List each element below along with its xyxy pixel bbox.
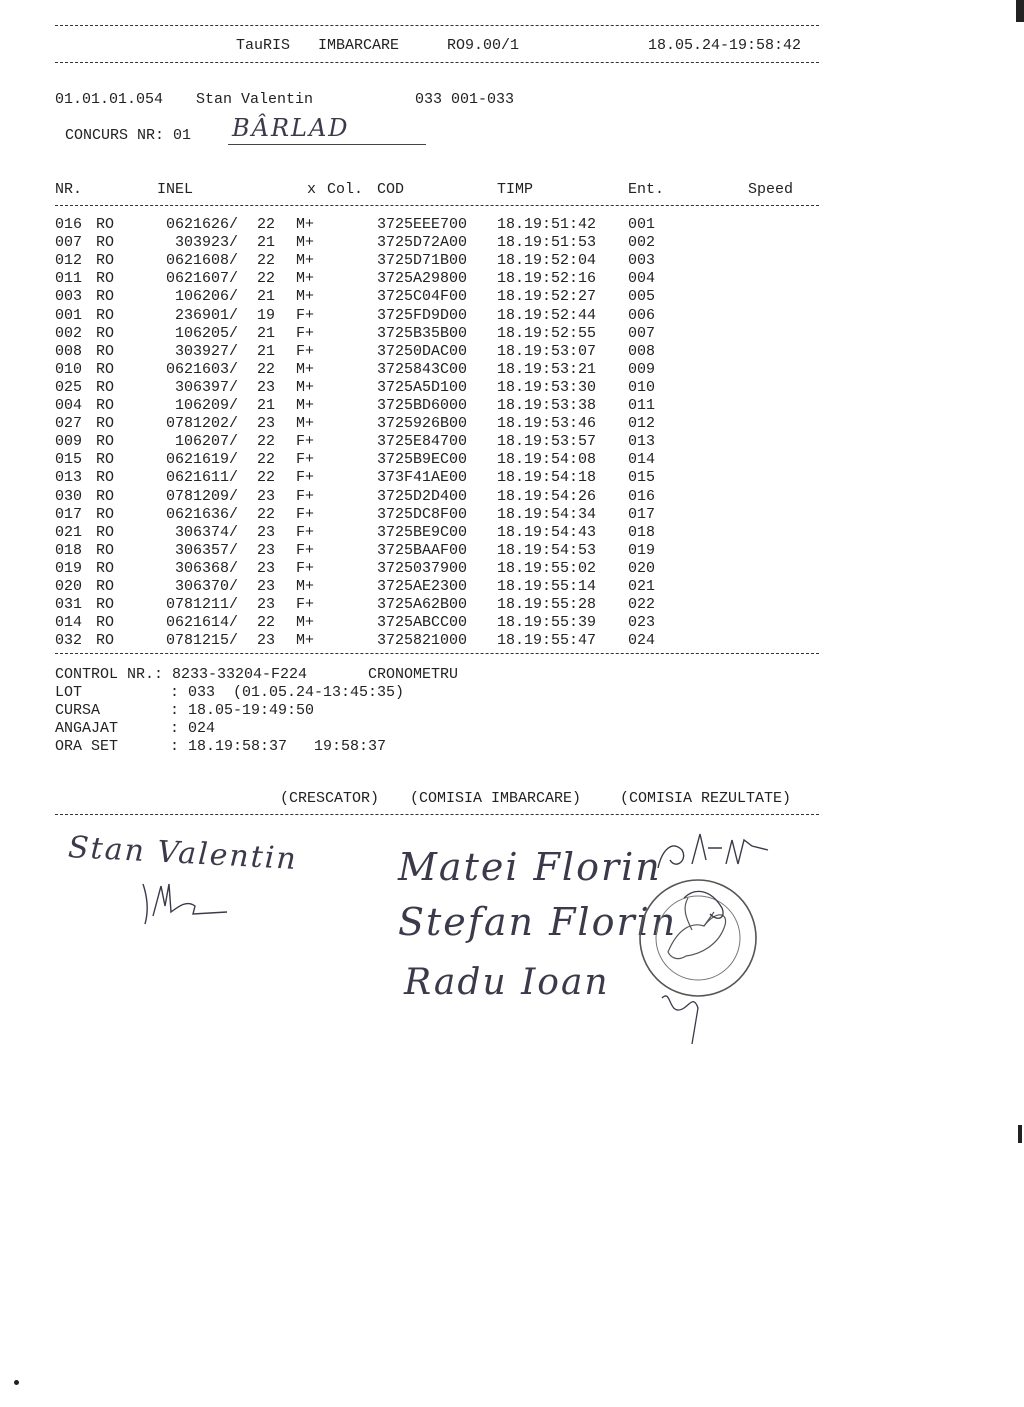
col-header-x: x: [307, 181, 317, 198]
cell-country: RO: [96, 378, 115, 396]
cell-cod: 3725FD9D00: [377, 306, 468, 324]
cell-ent: 022: [628, 596, 656, 614]
table-row: [0, 596, 900, 614]
table-row: [0, 469, 900, 487]
cell-inel: 0621611/: [165, 469, 238, 487]
header-report-type: IMBARCARE: [318, 37, 400, 54]
cell-cod: 3725AE2300: [377, 578, 468, 595]
contest-location-underline: [228, 144, 426, 145]
cell-inel: 0621614/: [165, 614, 238, 632]
cell-year: 21: [257, 324, 276, 342]
cell-country: RO: [96, 234, 115, 252]
cell-timp: 18.19:52:55: [497, 324, 597, 342]
cell-timp: 18.19:51:53: [497, 234, 597, 252]
cell-nr: 030: [55, 487, 83, 505]
table-row: [0, 524, 900, 542]
cell-nr: 027: [55, 415, 83, 433]
cursa-value: : 18.05-19:49:50: [170, 702, 315, 719]
contest-label: CONCURS NR: 01: [65, 127, 192, 144]
cell-timp: 18.19:52:16: [497, 270, 597, 288]
cell-ent: 023: [628, 614, 656, 632]
cell-nr: 016: [55, 216, 83, 233]
cell-country: RO: [96, 397, 115, 414]
cell-inel: 106207/: [174, 433, 238, 451]
cell-inel: 303923/: [174, 234, 238, 252]
cell-country: RO: [96, 505, 115, 523]
cell-ent: 011: [628, 397, 656, 414]
cell-col: M+: [296, 216, 315, 233]
cell-year: 23: [257, 415, 276, 433]
cell-col: F+: [296, 306, 315, 324]
fancier-name: Stan Valentin: [196, 91, 314, 108]
table-row: [0, 288, 900, 306]
table-row: [0, 542, 900, 560]
lot-label: LOT: [55, 684, 83, 701]
ora-set-value: : 18.19:58:37 19:58:37: [170, 738, 387, 755]
cell-nr: 014: [55, 614, 83, 632]
cell-country: RO: [96, 632, 115, 650]
cell-ent: 008: [628, 342, 656, 360]
cell-nr: 001: [55, 306, 83, 324]
cell-year: 23: [257, 378, 276, 396]
divider-table-foot: [55, 653, 819, 654]
cell-ent: 017: [628, 505, 656, 523]
cell-nr: 015: [55, 451, 83, 469]
cell-col: M+: [296, 632, 315, 650]
cell-ent: 018: [628, 523, 656, 541]
cell-year: 21: [257, 288, 276, 306]
cell-country: RO: [96, 487, 115, 505]
cell-nr: 002: [55, 324, 83, 342]
handwritten-stefan-florin: Stefan Florin: [398, 900, 678, 944]
table-row: [0, 379, 900, 397]
cell-col: F+: [296, 324, 315, 342]
cell-col: M+: [296, 614, 315, 632]
cell-timp: 18.19:54:34: [497, 505, 597, 523]
cell-ent: 015: [628, 469, 656, 487]
cell-cod: 3725E84700: [377, 433, 468, 451]
cell-ent: 010: [628, 378, 656, 396]
control-number: CONTROL NR.: 8233-33204-F224: [55, 666, 308, 683]
cell-col: M+: [296, 288, 315, 306]
cell-country: RO: [96, 469, 115, 487]
cell-inel: 306370/: [174, 578, 238, 595]
cell-year: 22: [257, 505, 276, 523]
cell-country: RO: [96, 596, 115, 614]
contest-location-handwritten: BÂRLAD: [232, 114, 350, 142]
cell-timp: 18.19:55:02: [497, 559, 597, 577]
cell-inel: 0621607/: [165, 270, 238, 288]
cell-nr: 018: [55, 541, 83, 559]
cell-col: F+: [296, 523, 315, 541]
cell-country: RO: [96, 559, 115, 577]
cell-nr: 012: [55, 252, 83, 270]
cell-timp: 18.19:52:04: [497, 252, 597, 270]
col-header-inel: INEL: [157, 181, 194, 198]
table-row: [0, 433, 900, 451]
divider-table-head: [55, 205, 819, 206]
handwritten-radu-ioan: Radu Ioan: [404, 962, 610, 1003]
cell-cod: 3725A5D100: [377, 378, 468, 396]
table-row: [0, 415, 900, 433]
cell-cod: 3725BE9C00: [377, 523, 468, 541]
cell-year: 22: [257, 216, 276, 233]
table-row: [0, 343, 900, 361]
cell-cod: 3725BAAF00: [377, 541, 468, 559]
cell-cod: 3725926B00: [377, 415, 468, 433]
cell-country: RO: [96, 541, 115, 559]
cell-year: 23: [257, 523, 276, 541]
table-row: [0, 451, 900, 469]
cell-nr: 004: [55, 397, 83, 414]
cell-ent: 016: [628, 487, 656, 505]
cell-nr: 031: [55, 596, 83, 614]
scan-edge-mark-top: [1016, 0, 1024, 22]
cell-cod: 3725ABCC00: [377, 614, 468, 632]
handwritten-stan-valentin: Stan Valentin: [67, 830, 299, 877]
cell-year: 22: [257, 433, 276, 451]
cell-year: 23: [257, 559, 276, 577]
cell-nr: 008: [55, 342, 83, 360]
cell-nr: 032: [55, 632, 83, 650]
cell-cod: 37250DAC00: [377, 342, 468, 360]
header-datetime: 18.05.24-19:58:42: [648, 37, 802, 54]
cell-cod: 3725B35B00: [377, 324, 468, 342]
cell-timp: 18.19:53:07: [497, 342, 597, 360]
cell-inel: 306374/: [174, 523, 238, 541]
cell-inel: 306357/: [174, 541, 238, 559]
cell-inel: 106205/: [174, 324, 238, 342]
cell-nr: 020: [55, 578, 83, 595]
cell-timp: 18.19:52:27: [497, 288, 597, 306]
cell-col: F+: [296, 451, 315, 469]
signature-scribble-crescator: [135, 876, 235, 932]
cell-timp: 18.19:53:21: [497, 360, 597, 378]
cell-timp: 18.19:51:42: [497, 216, 597, 233]
divider-header: [55, 62, 819, 63]
cell-year: 23: [257, 578, 276, 595]
cell-inel: 0621619/: [165, 451, 238, 469]
cell-timp: 18.19:54:43: [497, 523, 597, 541]
cell-timp: 18.19:53:38: [497, 397, 597, 414]
cell-ent: 005: [628, 288, 656, 306]
handwritten-matei-florin: Matei Florin: [398, 845, 662, 889]
cell-country: RO: [96, 324, 115, 342]
cell-nr: 011: [55, 270, 83, 288]
cell-cod: 3725A62B00: [377, 596, 468, 614]
col-header-speed: Speed: [748, 181, 794, 198]
cell-cod: 3725BD6000: [377, 397, 468, 414]
caption-comisia-rezultate: (COMISIA REZULTATE): [620, 790, 792, 807]
table-row: [0, 506, 900, 524]
angajat-label: ANGAJAT: [55, 720, 119, 737]
cell-country: RO: [96, 270, 115, 288]
cell-year: 22: [257, 360, 276, 378]
cell-cod: 3725EEE700: [377, 216, 468, 233]
cell-timp: 18.19:54:18: [497, 469, 597, 487]
cell-ent: 012: [628, 415, 656, 433]
cell-cod: 3725843C00: [377, 360, 468, 378]
cell-timp: 18.19:52:44: [497, 306, 597, 324]
col-header-timp: TIMP: [497, 181, 534, 198]
cell-cod: 3725D72A00: [377, 234, 468, 252]
cell-inel: 303927/: [174, 342, 238, 360]
cell-ent: 019: [628, 541, 656, 559]
table-row: [0, 560, 900, 578]
cell-col: M+: [296, 252, 315, 270]
cell-col: F+: [296, 342, 315, 360]
cell-inel: 0781202/: [165, 415, 238, 433]
cell-country: RO: [96, 578, 115, 595]
cell-nr: 003: [55, 288, 83, 306]
cell-country: RO: [96, 523, 115, 541]
cell-ent: 013: [628, 433, 656, 451]
cell-ent: 021: [628, 578, 656, 595]
cell-inel: 0781209/: [165, 487, 238, 505]
table-row: [0, 307, 900, 325]
cell-nr: 007: [55, 234, 83, 252]
cell-cod: 3725C04F00: [377, 288, 468, 306]
cell-col: F+: [296, 559, 315, 577]
cell-col: M+: [296, 415, 315, 433]
cell-inel: 306397/: [174, 378, 238, 396]
cell-col: F+: [296, 596, 315, 614]
caption-crescator: (CRESCATOR): [280, 790, 380, 807]
table-row: [0, 325, 900, 343]
table-row: [0, 234, 900, 252]
cell-col: M+: [296, 578, 315, 595]
cell-country: RO: [96, 433, 115, 451]
cell-year: 22: [257, 270, 276, 288]
cell-inel: 0621636/: [165, 505, 238, 523]
col-header-nr: NR.: [55, 181, 83, 198]
cell-nr: 013: [55, 469, 83, 487]
cell-inel: 0621608/: [165, 252, 238, 270]
cell-country: RO: [96, 451, 115, 469]
cell-cod: 3725037900: [377, 559, 468, 577]
cell-inel: 0621603/: [165, 360, 238, 378]
cell-nr: 017: [55, 505, 83, 523]
cell-ent: 001: [628, 216, 656, 233]
cell-nr: 009: [55, 433, 83, 451]
cell-inel: 306368/: [174, 559, 238, 577]
cell-timp: 18.19:55:28: [497, 596, 597, 614]
caption-comisia-imbarcare: (COMISIA IMBARCARE): [410, 790, 582, 807]
ora-set-label: ORA SET: [55, 738, 119, 755]
cell-ent: 009: [628, 360, 656, 378]
cell-ent: 006: [628, 306, 656, 324]
cell-country: RO: [96, 216, 115, 233]
cell-ent: 024: [628, 632, 656, 650]
cell-nr: 025: [55, 378, 83, 396]
cell-year: 21: [257, 342, 276, 360]
cell-timp: 18.19:54:08: [497, 451, 597, 469]
cell-year: 23: [257, 487, 276, 505]
scan-edge-mark-middle: [1018, 1125, 1022, 1143]
fancier-range: 033 001-033: [415, 91, 515, 108]
cell-inel: 106209/: [174, 397, 238, 414]
cell-year: 22: [257, 252, 276, 270]
association-stamp: [632, 868, 762, 1048]
cell-country: RO: [96, 614, 115, 632]
table-row: [0, 270, 900, 288]
divider-signatures: [55, 814, 819, 815]
cell-country: RO: [96, 306, 115, 324]
cell-col: M+: [296, 234, 315, 252]
cell-year: 21: [257, 397, 276, 414]
table-row: [0, 488, 900, 506]
cell-nr: 010: [55, 360, 83, 378]
cell-year: 22: [257, 451, 276, 469]
cell-year: 23: [257, 596, 276, 614]
fancier-id: 01.01.01.054: [55, 91, 164, 108]
table-row: [0, 578, 900, 596]
cell-col: M+: [296, 360, 315, 378]
table-row: [0, 632, 900, 650]
cell-col: F+: [296, 433, 315, 451]
cursa-label: CURSA: [55, 702, 101, 719]
angajat-value: : 024: [170, 720, 216, 737]
cell-col: M+: [296, 397, 315, 414]
cell-timp: 18.19:54:26: [497, 487, 597, 505]
header-system: TauRIS: [236, 37, 291, 54]
cell-col: F+: [296, 541, 315, 559]
cell-ent: 014: [628, 451, 656, 469]
cell-country: RO: [96, 288, 115, 306]
cell-col: F+: [296, 469, 315, 487]
cell-timp: 18.19:54:53: [497, 541, 597, 559]
col-header-cod: COD: [377, 181, 405, 198]
cell-col: M+: [296, 270, 315, 288]
cell-cod: 3725B9EC00: [377, 451, 468, 469]
cell-ent: 004: [628, 270, 656, 288]
cell-inel: 236901/: [174, 306, 238, 324]
cell-country: RO: [96, 360, 115, 378]
cell-cod: 3725821000: [377, 632, 468, 650]
cell-inel: 106206/: [174, 288, 238, 306]
cell-ent: 007: [628, 324, 656, 342]
cell-timp: 18.19:55:39: [497, 614, 597, 632]
table-row: [0, 397, 900, 415]
divider-top: [55, 25, 819, 26]
table-row: [0, 216, 900, 234]
cell-nr: 019: [55, 559, 83, 577]
cell-cod: 3725D2D400: [377, 487, 468, 505]
cell-year: 23: [257, 632, 276, 650]
cell-timp: 18.19:53:46: [497, 415, 597, 433]
table-row: [0, 361, 900, 379]
col-header-ent: Ent.: [628, 181, 665, 198]
cell-ent: 003: [628, 252, 656, 270]
cell-inel: 0781215/: [165, 632, 238, 650]
cell-timp: 18.19:53:57: [497, 433, 597, 451]
cell-col: F+: [296, 505, 315, 523]
cell-timp: 18.19:53:30: [497, 378, 597, 396]
header-version: RO9.00/1: [447, 37, 520, 54]
cell-year: 23: [257, 541, 276, 559]
cell-cod: 373F41AE00: [377, 469, 468, 487]
cell-col: M+: [296, 378, 315, 396]
cell-country: RO: [96, 342, 115, 360]
cell-year: 21: [257, 234, 276, 252]
table-row: [0, 614, 900, 632]
cell-cod: 3725D71B00: [377, 252, 468, 270]
cell-timp: 18.19:55:47: [497, 632, 597, 650]
cronometru-label: CRONOMETRU: [368, 666, 459, 683]
table-row: [0, 252, 900, 270]
scan-dot-bottom-left: [14, 1380, 19, 1385]
cell-year: 22: [257, 614, 276, 632]
cell-country: RO: [96, 415, 115, 433]
cell-inel: 0781211/: [165, 596, 238, 614]
col-header-col: Col.: [327, 181, 364, 198]
cell-country: RO: [96, 252, 115, 270]
cell-cod: 3725DC8F00: [377, 505, 468, 523]
cell-ent: 002: [628, 234, 656, 252]
cell-nr: 021: [55, 523, 83, 541]
cell-cod: 3725A29800: [377, 270, 468, 288]
cell-timp: 18.19:55:14: [497, 578, 597, 595]
cell-year: 22: [257, 469, 276, 487]
cell-col: F+: [296, 487, 315, 505]
cell-inel: 0621626/: [165, 216, 238, 233]
lot-value: : 033 (01.05.24-13:45:35): [170, 684, 405, 701]
cell-year: 19: [257, 306, 276, 324]
cell-ent: 020: [628, 559, 656, 577]
